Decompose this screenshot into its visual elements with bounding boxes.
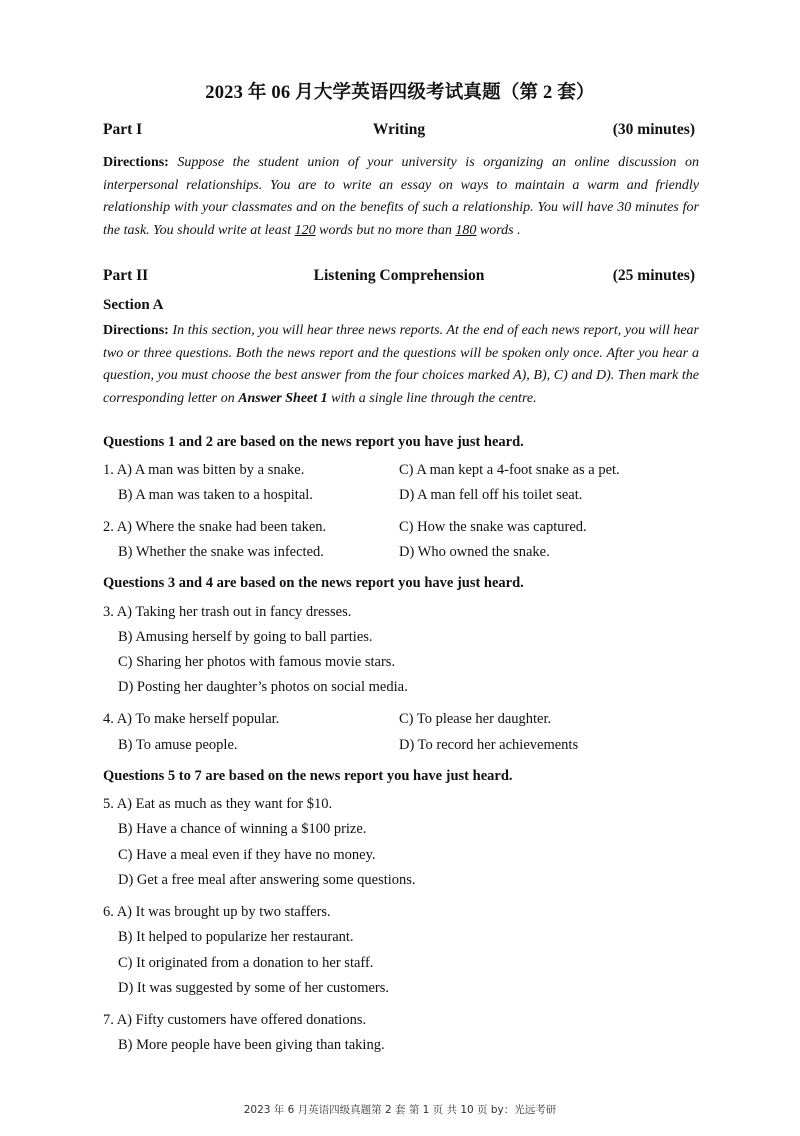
- part2-name: Listening Comprehension: [313, 267, 485, 284]
- q4-option-b: B) To amuse people.: [118, 737, 238, 753]
- part1-label: Part I: [103, 121, 143, 138]
- q7-option-b: B) More people have been giving than taking.: [118, 1037, 385, 1053]
- part1-directions-text: Suppose the student union of your university is organizing an online discussion on interpersonal relationships. You are to write an essay on ways to maintain a warm and friendly relationship with your classmates and on the benefits of such a relationship. You will have 30 minutes for the task. You should write at least: [103, 155, 699, 238]
- q1-option-c: C) A man kept a 4-foot snake as a pet.: [399, 462, 620, 478]
- part1-name: Writing: [372, 121, 426, 138]
- q3-option-c: C) Sharing her photos with famous movie stars.: [118, 654, 396, 670]
- part2-directions: [103, 320, 699, 410]
- page-title: 2023 年 06 月大学英语四级考试真题（第 2 套）: [205, 83, 595, 103]
- part2-directions-label: Directions:: [103, 323, 169, 338]
- q6-option-a: 6. A) It was brought up by two staffers.: [103, 904, 331, 920]
- part2-time: (25 minutes): [612, 267, 695, 284]
- q2-option-d: D) Who owned the snake.: [399, 544, 550, 560]
- q4-option-d: D) To record her achievements: [399, 737, 579, 753]
- q2-option-a: 2. A) Where the snake had been taken.: [103, 519, 327, 535]
- section-a-heading: Section A: [103, 297, 164, 313]
- part1-directions-text-2: words but no more than: [319, 222, 452, 238]
- part1-time: (30 minutes): [612, 121, 695, 138]
- part2-label: Part II: [103, 267, 149, 284]
- group-heading-2: Questions 3 and 4 are based on the news report you have just heard.: [103, 575, 524, 591]
- part2-directions-text: In this section, you will hear three news reports. At the end of each news report, you will hear two or three questions. Both the news report and the questions will be spoken only once. After you hear a question, you must choose the best answer from the four choices marked A), B), C) and D). Then mark the corresponding letter on: [103, 323, 699, 406]
- q5-option-c: C) Have a meal even if they have no money.: [118, 847, 376, 863]
- max-words: 180: [455, 222, 477, 238]
- q6-option-d: D) It was suggested by some of her customers.: [118, 980, 390, 996]
- group-heading-1: Questions 1 and 2 are based on the news report you have just heard.: [103, 434, 524, 450]
- q6-option-b: B) It helped to popularize her restaurant.: [118, 929, 354, 945]
- q4-option-a: 4. A) To make herself popular.: [103, 711, 280, 727]
- part1-directions-text-3: words .: [479, 222, 521, 238]
- q5-option-d: D) Get a free meal after answering some questions.: [118, 872, 416, 888]
- q1-option-a: 1. A) A man was bitten by a snake.: [103, 462, 305, 478]
- min-words: 120: [294, 222, 316, 238]
- q5-option-b: B) Have a chance of winning a $100 prize.: [118, 821, 367, 837]
- q5-option-a: 5. A) Eat as much as they want for $10.: [103, 796, 333, 812]
- q1-option-d: D) A man fell off his toilet seat.: [399, 487, 583, 503]
- q2-option-b: B) Whether the snake was infected.: [118, 544, 324, 560]
- part1-header: [103, 121, 695, 143]
- q6-option-c: C) It originated from a donation to her staff.: [118, 955, 374, 971]
- q2-option-c: C) How the snake was captured.: [399, 519, 587, 535]
- q3-option-d: D) Posting her daughter’s photos on social media.: [118, 679, 408, 695]
- page-footer: 2023 年 6 月英语四级真题第 2 套 第 1 页 共 10 页 by：光远考研: [243, 1104, 557, 1116]
- part1-directions-label: Directions:: [103, 155, 169, 170]
- q7-option-a: 7. A) Fifty customers have offered donations.: [103, 1012, 367, 1028]
- part2-directions-text-2: with a single line through the centre.: [331, 390, 537, 406]
- q3-option-a: 3. A) Taking her trash out in fancy dresses.: [103, 604, 352, 620]
- group-heading-3: Questions 5 to 7 are based on the news report you have just heard.: [103, 768, 513, 784]
- answer-sheet-ref: Answer Sheet 1: [238, 390, 328, 406]
- q4-option-c: C) To please her daughter.: [399, 711, 552, 727]
- part1-directions: [103, 152, 699, 242]
- part2-header: [103, 267, 695, 289]
- q3-option-b: B) Amusing herself by going to ball parties.: [118, 629, 373, 645]
- q1-option-b: B) A man was taken to a hospital.: [118, 487, 313, 503]
